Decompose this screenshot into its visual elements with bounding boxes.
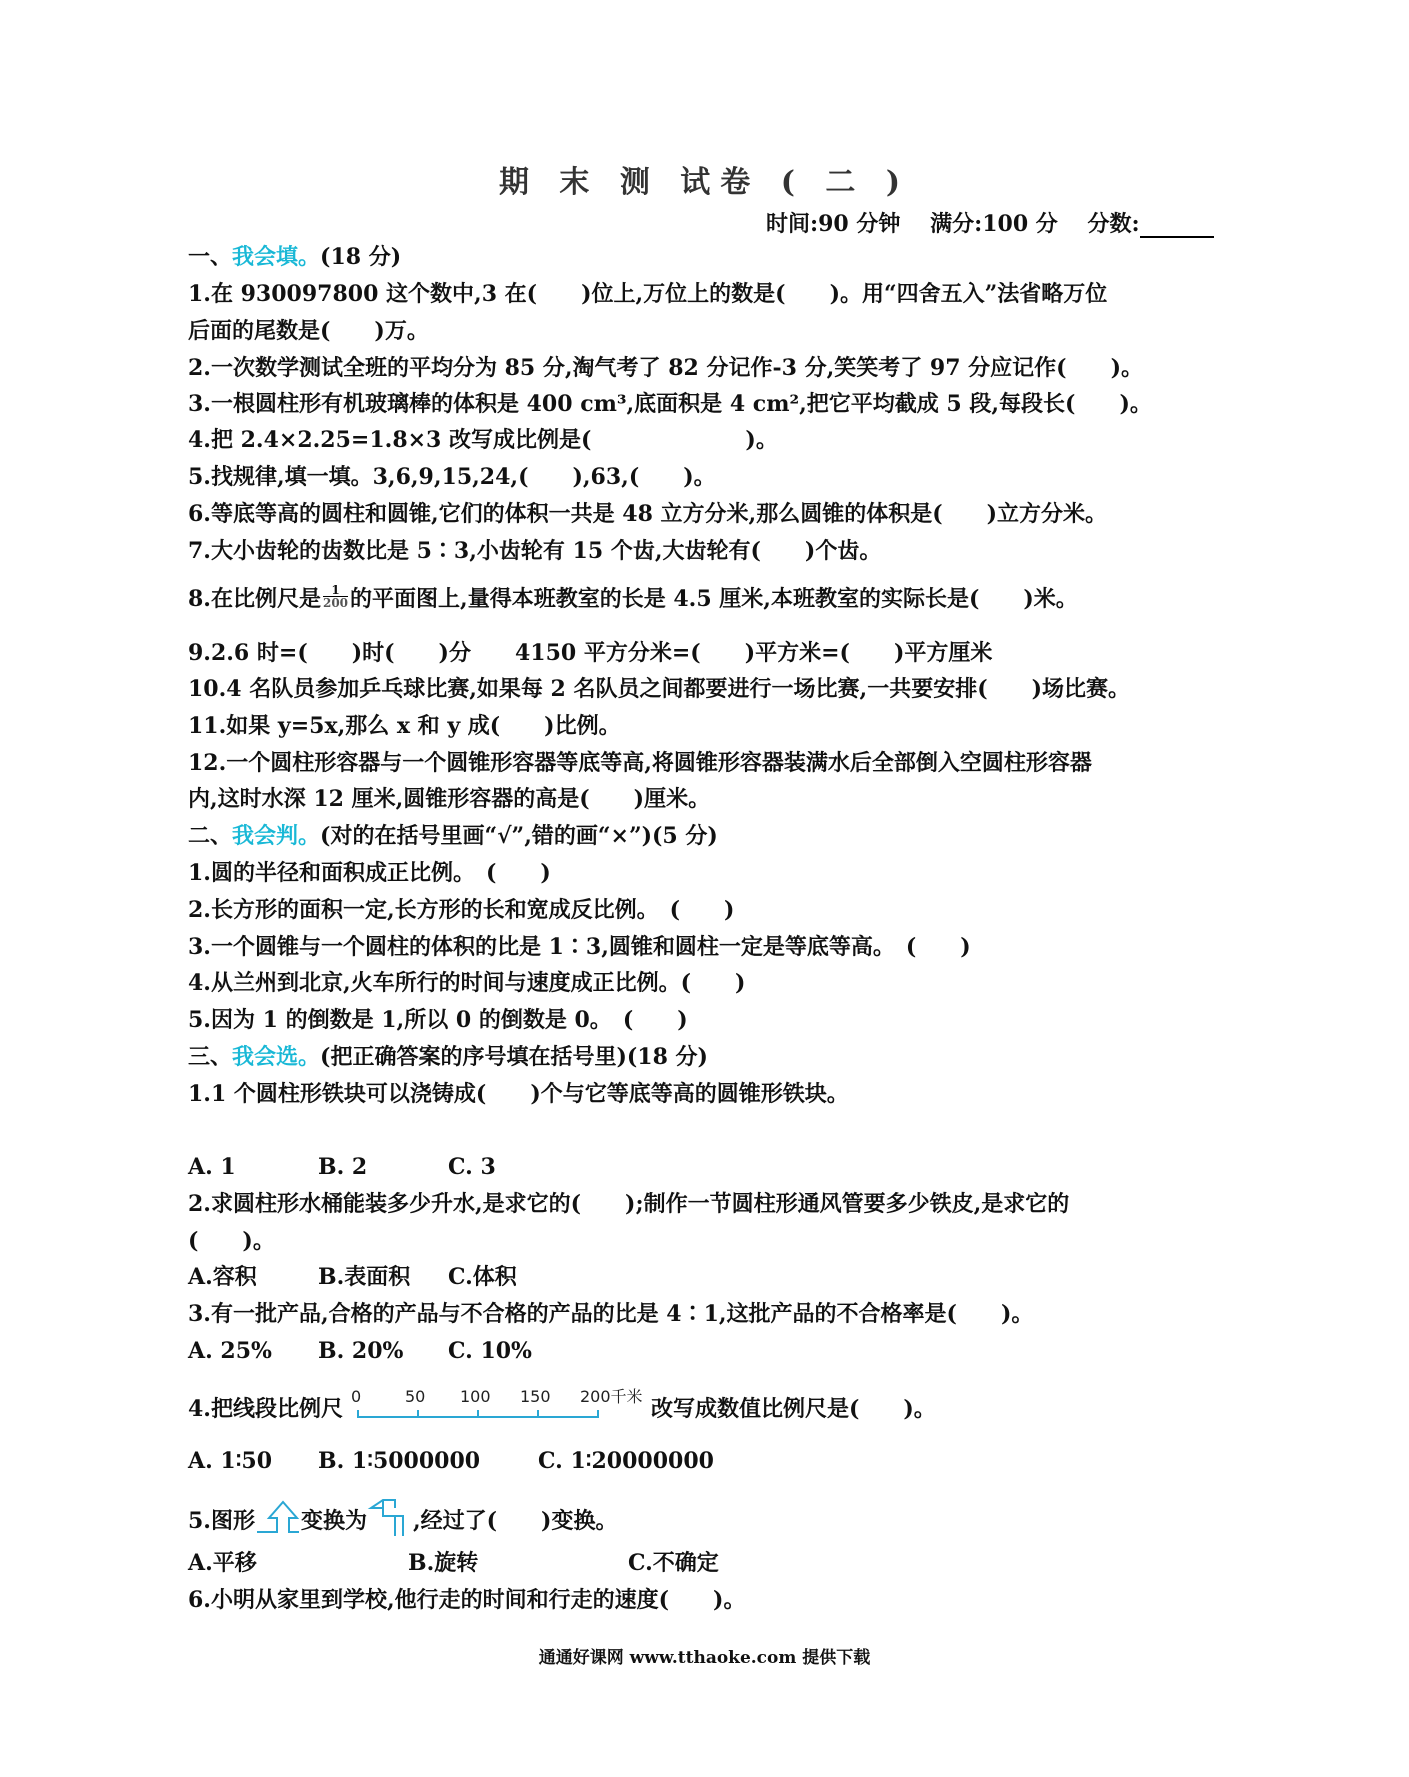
q4-suffix: 改写成数值比例尺是( )。 bbox=[650, 1396, 936, 1422]
option-a: A.容积 bbox=[188, 1264, 257, 1290]
section-2-instructions: (对的在括号里画“√”,错的画“×”)(5 分) bbox=[320, 823, 718, 849]
s1-question-2: 2.一次数学测试全班的平均分为 85 分,淘气考了 82 分记作-3 分,笑笑考了 97 分应记作( )。 bbox=[188, 355, 1144, 381]
s1-question-3: 3.一根圆柱形有机玻璃棒的体积是 400 cm³,底面积是 4 cm²,把它平均截成 5 段,每段长( )。 bbox=[188, 391, 1152, 417]
scale-label-150: 150 bbox=[519, 1387, 551, 1406]
s1-question-7: 7.大小齿轮的齿数比是 5∶3,小齿轮有 15 个齿,大齿轮有( )个齿。 bbox=[188, 538, 882, 564]
option-b: B. 2 bbox=[318, 1154, 368, 1180]
s2-question-4: 4.从兰州到北京,火车所行的时间与速度成正比例。( ) bbox=[188, 970, 746, 996]
s1-question-11: 11.如果 y=5x,那么 x 和 y 成( )比例。 bbox=[188, 713, 621, 739]
option-a: A. 1∶50 bbox=[188, 1448, 273, 1474]
s1-question-1-line-2: 后面的尾数是( )万。 bbox=[188, 318, 429, 344]
option-b: B.旋转 bbox=[408, 1550, 479, 1576]
q5-suffix: ,经过了( )变换。 bbox=[412, 1508, 618, 1534]
scale-fraction bbox=[323, 584, 348, 609]
section-3-instructions: (把正确答案的序号填在括号里)(18 分) bbox=[320, 1044, 708, 1070]
section-2-heading bbox=[188, 821, 718, 851]
s3-question-1: 1.1 个圆柱形铁块可以浇铸成( )个与它等底等高的圆锥形铁块。 bbox=[188, 1081, 849, 1107]
s3-question-6: 6.小明从家里到学校,他行走的时间和行走的速度( )。 bbox=[188, 1587, 746, 1613]
s2-question-3: 3.一个圆锥与一个圆柱的体积的比是 1∶3,圆锥和圆柱一定是等底等高。 ( ) bbox=[188, 934, 971, 960]
section-1-prefix: 一、 bbox=[188, 244, 233, 270]
s3-question-5-options bbox=[188, 1548, 719, 1578]
q4-prefix: 4.把线段比例尺 bbox=[188, 1396, 343, 1422]
time-label: 时间:90 分钟 bbox=[766, 211, 901, 237]
score-blank bbox=[1140, 214, 1214, 238]
s1-question-6: 6.等底等高的圆柱和圆锥,它们的体积一共是 48 立方分米,那么圆锥的体积是( )立方分米。 bbox=[188, 501, 1108, 527]
s1-question-8 bbox=[188, 584, 1078, 614]
s1-question-4: 4.把 2.4×2.25=1.8×3 改写成比例是( )。 bbox=[188, 427, 778, 453]
q5-prefix: 5.图形 bbox=[188, 1508, 255, 1534]
section-3-highlight: 我会选。 bbox=[232, 1044, 321, 1070]
fraction-denominator: 200 bbox=[322, 595, 349, 610]
s3-question-4-options bbox=[188, 1446, 714, 1476]
section-3-prefix: 三、 bbox=[188, 1044, 233, 1070]
section-2-highlight: 我会判。 bbox=[232, 823, 321, 849]
q8-suffix: 的平面图上,量得本班教室的长是 4.5 厘米,本班教室的实际长是( )米。 bbox=[350, 586, 1078, 612]
section-1-highlight: 我会填。 bbox=[232, 244, 321, 270]
option-c: C.不确定 bbox=[628, 1550, 719, 1576]
arrow-shape-transformed-icon bbox=[367, 1498, 413, 1538]
s1-question-5: 5.找规律,填一填。3,6,9,15,24,( ),63,( )。 bbox=[188, 464, 716, 490]
option-b: B.表面积 bbox=[318, 1264, 411, 1290]
scale-label-0: 0 bbox=[350, 1387, 362, 1406]
q8-prefix: 8.在比例尺是 bbox=[188, 586, 321, 612]
s3-question-5 bbox=[188, 1502, 617, 1542]
scale-label-100: 100 bbox=[459, 1387, 491, 1406]
option-b: B. 20% bbox=[318, 1338, 404, 1364]
option-c: C. 1∶20000000 bbox=[538, 1448, 714, 1474]
section-2-prefix: 二、 bbox=[188, 823, 233, 849]
arrow-shape-original-icon bbox=[255, 1498, 301, 1538]
footer-source: 通通好课网 www.tthaoke.com 提供下载 bbox=[538, 1648, 871, 1668]
line-segment-scale bbox=[347, 1382, 647, 1426]
page-title: 期 末 测 试卷 ( 二 ) bbox=[498, 165, 911, 200]
s1-question-10: 10.4 名队员参加乒乓球比赛,如果每 2 名队员之间都要进行一场比赛,一共要安排( )场比赛。 bbox=[188, 676, 1131, 702]
s2-question-5: 5.因为 1 的倒数是 1,所以 0 的倒数是 0。 ( ) bbox=[188, 1007, 688, 1033]
section-1-score: (18 分) bbox=[320, 244, 402, 270]
scale-label-200: 200千米 bbox=[579, 1387, 643, 1406]
s1-question-1-line-1: 1.在 930097800 这个数中,3 在( )位上,万位上的数是( )。用“四舍五入”法省略万位 bbox=[188, 281, 1108, 307]
s2-question-2: 2.长方形的面积一定,长方形的长和宽成反比例。 ( ) bbox=[188, 897, 735, 923]
scale-label-50: 50 bbox=[404, 1387, 426, 1406]
s3-question-3: 3.有一批产品,合格的产品与不合格的产品的比是 4∶1,这批产品的不合格率是( )。 bbox=[188, 1301, 1034, 1327]
s3-question-3-options bbox=[188, 1336, 532, 1366]
s3-question-2-line-1: 2.求圆柱形水桶能装多少升水,是求它的( );制作一节圆柱形通风管要多少铁皮,是求它的 bbox=[188, 1191, 1070, 1217]
s3-question-4 bbox=[188, 1388, 936, 1432]
score-label: 分数: bbox=[1087, 211, 1140, 237]
section-1-heading bbox=[188, 242, 401, 272]
option-c: C. 10% bbox=[448, 1338, 532, 1364]
option-a: A. 1 bbox=[188, 1154, 236, 1180]
s1-question-12-line-2: 内,这时水深 12 厘米,圆锥形容器的高是( )厘米。 bbox=[188, 786, 711, 812]
s3-question-2-line-2: ( )。 bbox=[188, 1228, 275, 1254]
option-c: C.体积 bbox=[448, 1264, 517, 1290]
s3-question-2-options bbox=[188, 1262, 517, 1292]
fraction-numerator: 1 bbox=[323, 584, 348, 597]
section-3-heading bbox=[188, 1042, 708, 1072]
option-c: C. 3 bbox=[448, 1154, 496, 1180]
s3-question-1-options bbox=[188, 1152, 496, 1182]
option-a: A. 25% bbox=[188, 1338, 272, 1364]
option-b: B. 1∶5000000 bbox=[318, 1448, 481, 1474]
s1-question-9: 9.2.6 时=( )时( )分 4150 平方分米=( )平方米=( )平方厘米 bbox=[188, 640, 993, 666]
full-score-label: 满分:100 分 bbox=[930, 211, 1058, 237]
option-a: A.平移 bbox=[188, 1550, 257, 1576]
s1-question-12-line-1: 12.一个圆柱形容器与一个圆锥形容器等底等高,将圆锥形容器装满水后全部倒入空圆柱形容器 bbox=[188, 750, 1092, 776]
q5-middle: 变换为 bbox=[300, 1508, 367, 1534]
exam-info bbox=[766, 207, 1214, 238]
s2-question-1: 1.圆的半径和面积成正比例。 ( ) bbox=[188, 860, 551, 886]
